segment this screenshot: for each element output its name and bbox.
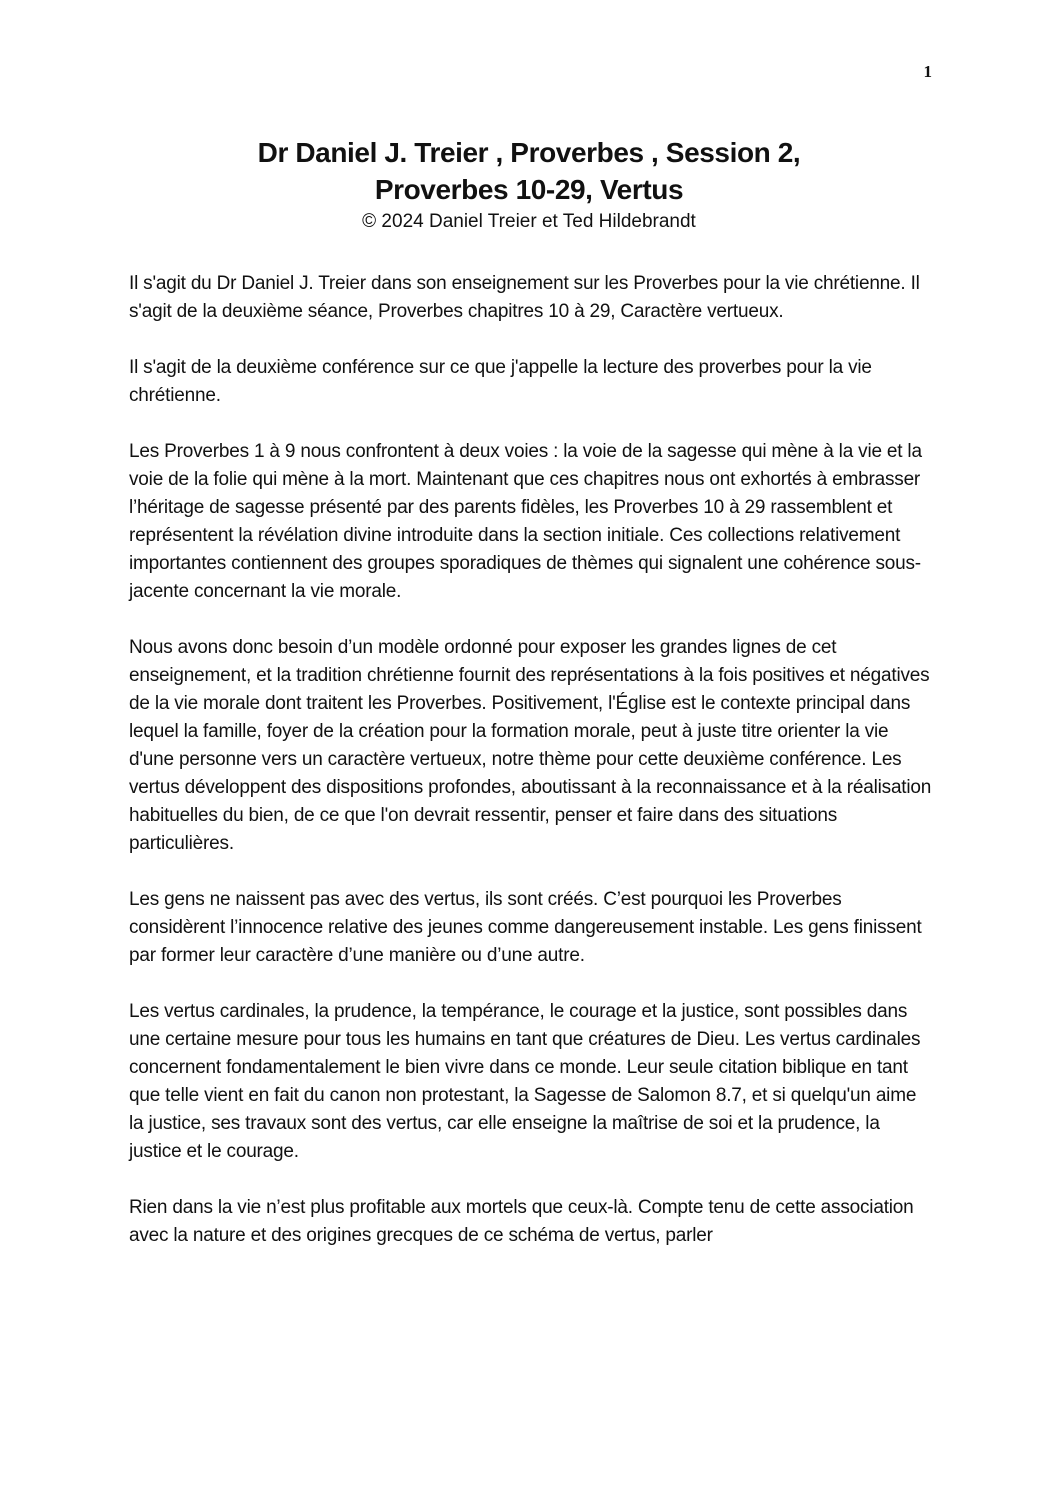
paragraph: Nous avons donc besoin d’un modèle ordonné pour exposer les grandes lignes de cet enseignement, et la tradition chrétienne fournit des représentations à la fois positives et négatives de la vie morale dont traitent les Proverbes. Positivement, l'Église est le contexte principal dans lequel la famille, foyer de la création pour la formation morale, peut à juste titre orienter la vie d'une personne vers un caractère vertueux, notre thème pour cette deuxième conférence. Les vertus développent des dispositions profondes, aboutissant à la reconnaissance et à la réalisation habituelles du bien, de ce que l'on devrait ressentir, penser et faire dans des situations particulières.: [129, 637, 932, 854]
title-block: [0, 134, 1058, 234]
copyright-notice: © 2024 Daniel Treier et Ted Hildebrandt: [362, 211, 696, 232]
page-title-line-2: Proverbes 10-29, Vertus: [374, 174, 684, 205]
paragraph: Les gens ne naissent pas avec des vertus, ils sont créés. C’est pourquoi les Proverbes considèrent l’innocence relative des jeunes comme dangereusement instable. Les gens finissent par former leur caractère d’une manière ou d’une autre.: [129, 889, 922, 966]
page-number: 1: [923, 62, 932, 81]
page-title-line-1: Dr Daniel J. Treier , Proverbes , Session 2,: [257, 137, 801, 168]
paragraph: Les vertus cardinales, la prudence, la tempérance, le courage et la justice, sont possibles dans une certaine mesure pour tous les humains en tant que créatures de Dieu. Les vertus cardinales concernent fondamentalement le bien vivre dans ce monde. Leur seule citation biblique en tant que telle vient en fait du canon non protestant, la Sagesse de Salomon 8.7, et si quelqu'un aime la justice, ses travaux sont des vertus, car elle enseigne la maîtrise de soi et la prudence, la justice et le courage.: [129, 1001, 921, 1162]
paragraph: Il s'agit de la deuxième conférence sur ce que j'appelle la lecture des proverbes pour la vie chrétienne.: [129, 357, 872, 406]
paragraph: Rien dans la vie n’est plus profitable aux mortels que ceux-là. Compte tenu de cette association avec la nature et des origines grecques de ce schéma de vertus, parler: [129, 1197, 914, 1246]
paragraph: Il s'agit du Dr Daniel J. Treier dans son enseignement sur les Proverbes pour la vie chrétienne. Il s'agit de la deuxième séance, Proverbes chapitres 10 à 29, Caractère vertueux.: [129, 273, 920, 322]
paragraph: Les Proverbes 1 à 9 nous confrontent à deux voies : la voie de la sagesse qui mène à la vie et la voie de la folie qui mène à la mort. Maintenant que ces chapitres nous ont exhortés à embrasser l’héritage de sagesse présenté par des parents fidèles, les Proverbes 10 à 29 rassemblent et représentent la révélation divine introduite dans la section initiale. Ces collections relativement importantes contiennent des groupes sporadiques de thèmes qui signalent une cohérence sous-jacente concernant la vie morale.: [129, 441, 922, 602]
body-text: [129, 270, 935, 1278]
